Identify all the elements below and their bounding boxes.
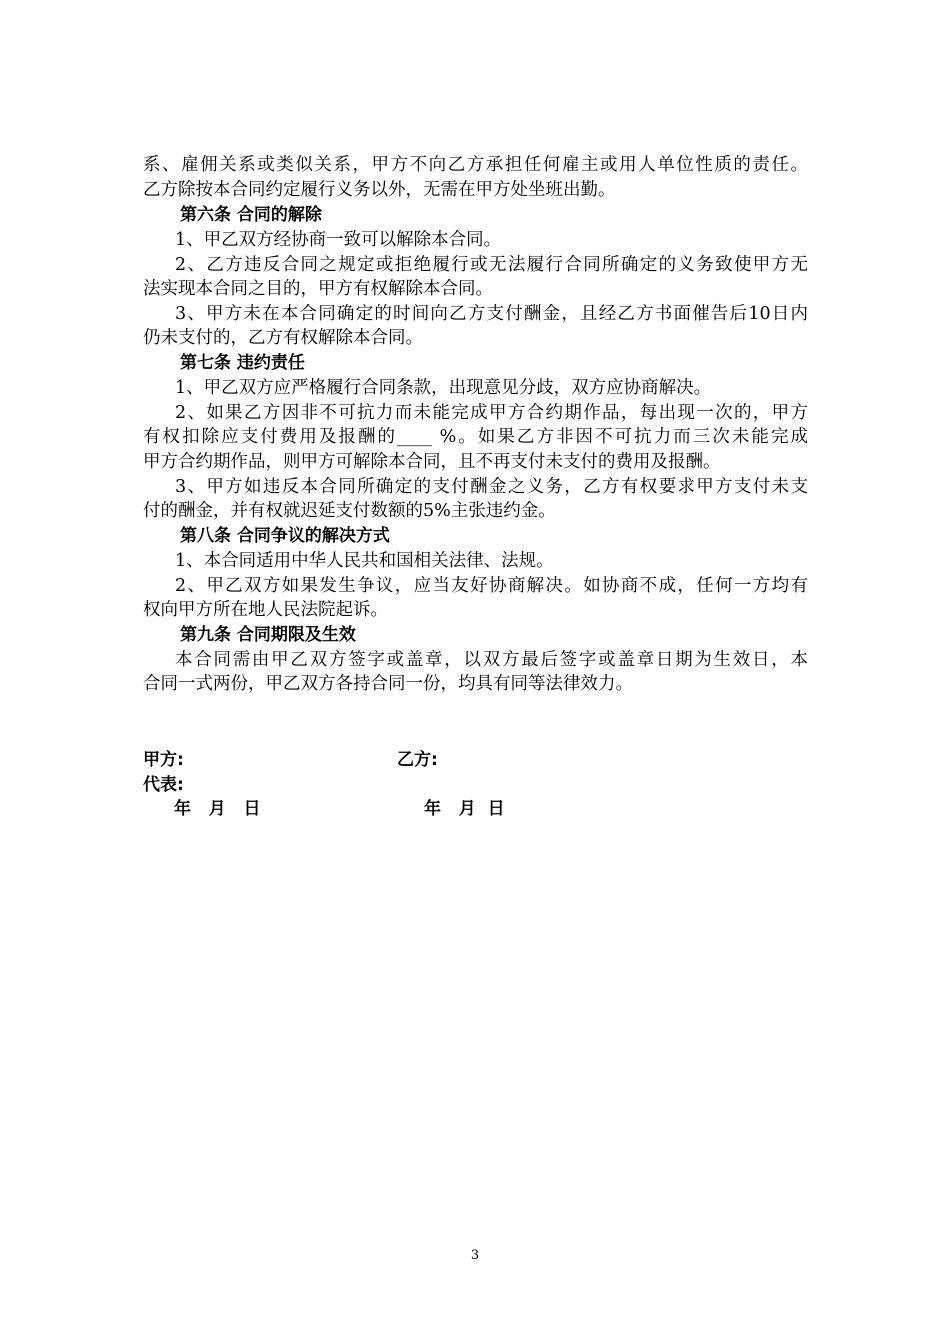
party-a-date: 年 月 日 [174,799,261,819]
body-text-line: 3、甲方如违反本合同所确定的支付酬金之义务，乙方有权要求甲方支付未支 [175,477,808,497]
body-text-line: 有权扣除应支付费用及报酬的____ %。如果乙方非因不可抗力而三次未能完成 [143,427,808,447]
section-heading-8: 第八条 合同争议的解决方式 [180,526,390,546]
body-text-line: 3、甲方未在本合同确定的时间向乙方支付酬金，且经乙方书面催告后10日内 [175,304,808,324]
body-text-line: 付的酬金，并有权就迟延支付数额的5%主张违约金。 [143,501,556,521]
body-text-line: 2、甲乙双方如果发生争议，应当友好协商解决。如协商不成，任何一方均有 [175,576,808,596]
body-text-line: 乙方除按本合同约定履行义务以外，无需在甲方处坐班出勤。 [143,180,616,200]
body-text-line: 仍未支付的，乙方有权解除本合同。 [143,328,423,348]
body-text-line: 2、乙方违反合同之规定或拒绝履行或无法履行合同所确定的义务致使甲方无 [175,255,808,275]
section-heading-9: 第九条 合同期限及生效 [180,625,356,645]
body-text-line: 合同一式两份，甲乙双方各持合同一份，均具有同等法律效力。 [143,674,633,694]
body-text-line: 1、甲乙双方应严格履行合同条款，出现意见分歧，双方应协商解决。 [175,378,712,398]
body-text-line: 2、如果乙方因非不可抗力而未能完成甲方合约期作品，每出现一次的，甲方 [175,403,808,423]
representative-label: 代表: [143,775,184,795]
party-b-label: 乙方: [397,750,438,770]
body-text-line: 权向甲方所在地人民法院起诉。 [143,600,388,620]
section-heading-6: 第六条 合同的解除 [180,205,322,225]
body-text-line: 1、本合同适用中华人民共和国相关法律、法规。 [175,551,554,571]
body-text-line: 系、雇佣关系或类似关系，甲方不向乙方承担任何雇主或用人单位性质的责任。 [143,155,808,175]
body-text-line: 1、甲乙双方经协商一致可以解除本合同。 [175,230,502,250]
section-heading-7: 第七条 违约责任 [180,353,305,373]
body-text-line: 法实现本合同之目的，甲方有权解除本合同。 [143,279,493,299]
body-text-line: 本合同需由甲乙双方签字或盖章，以双方最后签字或盖章日期为生效日，本 [175,650,808,670]
body-text-line: 甲方合约期作品，则甲方可解除本合同，且不再支付未支付的费用及报酬。 [143,452,721,472]
page-number: 3 [470,1248,480,1263]
party-b-date: 年 月 日 [424,799,505,819]
party-a-label: 甲方: [143,750,184,770]
